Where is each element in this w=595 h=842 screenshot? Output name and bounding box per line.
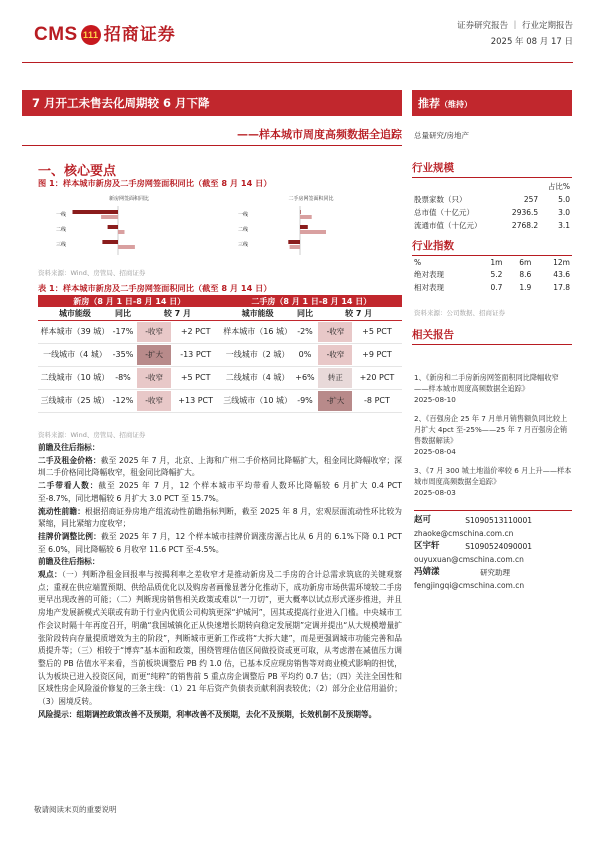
trend-cell — [134, 389, 221, 412]
para-lead: 挂牌价调整比例： — [38, 531, 101, 541]
related-item-date: 2025-08-10 — [414, 395, 456, 404]
report-subtitle: ——样本城市周度高频数据全追踪 — [237, 128, 402, 141]
col-header: 较 7 月 — [134, 307, 221, 320]
bar — [290, 245, 300, 249]
scale-pct: 3.0 — [558, 208, 570, 217]
figure-source: 资料来源：Wind、房管局、招商证券 — [38, 269, 146, 277]
logo-cn: 招商证券 — [103, 25, 176, 44]
table-right-head: 二手房（8 月 1 日-8 月 14 日） — [221, 295, 402, 307]
bar — [300, 225, 308, 229]
report-date: 2025 年 08 月 17 日 — [490, 37, 573, 47]
yoy-value: +6% — [295, 366, 316, 389]
table-row — [38, 320, 402, 343]
scale-row — [414, 219, 572, 232]
scale-label: 股票家数（只） — [414, 195, 467, 204]
yoy-value: -2% — [295, 320, 316, 343]
scale-pct-head: 占比% — [547, 182, 570, 191]
scale-value: 2768.2 — [511, 221, 539, 230]
category-label: 一线 — [55, 212, 66, 218]
analyst-email[interactable]: zhaoke@cmschina.com.cn — [414, 529, 514, 538]
index-head: 6m — [519, 257, 532, 267]
delta-value: +2 PCT — [180, 326, 211, 336]
bar — [118, 245, 135, 249]
figure-caption: 图 1：样本城市新房及二手房网签面积同比（截至 8 月 14 日） — [38, 178, 272, 188]
rating: 推荐 — [418, 97, 440, 110]
city-tier: 三线城市（25 城） — [38, 389, 112, 412]
analyst-email[interactable]: fengjingqi@cmschina.com.cn — [414, 581, 525, 590]
trend-tag: -收窄 — [318, 322, 352, 342]
scale-row — [414, 193, 572, 206]
yoy-value: -12% — [112, 389, 134, 412]
index-value: 1.9 — [519, 283, 532, 292]
category-label: 三线 — [55, 242, 66, 248]
table-row — [38, 389, 402, 412]
table-row — [38, 343, 402, 366]
trend-tag: -扩大 — [137, 345, 171, 365]
logo-badge: 111 — [81, 25, 101, 45]
scale-label: 流通市值（十亿元） — [414, 221, 482, 230]
city-tier: 一线城市（2 城） — [221, 343, 295, 366]
index-head: 1m — [490, 257, 503, 267]
delta-value: +5 PCT — [362, 326, 392, 336]
report-title: 7 月开工未售去化周期较 6 月下降 — [22, 90, 402, 116]
bar — [288, 240, 300, 244]
related-item[interactable] — [414, 413, 572, 457]
bar — [73, 210, 119, 214]
scale-title: 行业规模 — [412, 158, 572, 178]
category-label: 二线 — [237, 227, 248, 233]
index-row — [414, 281, 572, 294]
index-value: 43.6 — [553, 270, 570, 279]
delta-value: +20 PCT — [359, 372, 395, 382]
trend-tag: -收窄 — [318, 345, 352, 365]
index-value: 17.8 — [553, 283, 570, 292]
para-lead: 流动性前瞻： — [38, 506, 86, 516]
rating-bar — [412, 90, 572, 116]
bar — [102, 240, 118, 244]
delta-value: +9 PCT — [362, 349, 392, 359]
body-heading: 前瞻及往后指标： — [38, 557, 100, 567]
analyst-row — [414, 514, 572, 527]
body-text — [38, 442, 402, 721]
report-type: 证券研究报告 ｜ 行业定期报告 — [457, 21, 573, 31]
body-heading: 前瞻及往后指标： — [38, 443, 100, 452]
scale-value: 2936.5 — [511, 208, 539, 217]
related-item-title: 3、《7 月 300 城土地溢价率较 6 月上升——样本城市周度高频数据全追踪》 — [414, 466, 572, 486]
trend-tag: 转正 — [318, 368, 352, 388]
col-header: 较 7 月 — [315, 307, 402, 320]
para-text: 截至 2025 年 7 月，12 个样本城市挂牌价调涨房源占比从 6 月的 6.1%下降 0.1 PCT 至 6.0%，同比降幅较 6 月收窄 11.6 PCT 至-4.5%。 — [38, 531, 402, 554]
trend-tag: -收窄 — [137, 322, 171, 342]
index-title: 行业指数 — [412, 236, 572, 256]
index-row — [414, 268, 572, 281]
index-source: 资料来源：公司数据、招商证券 — [414, 309, 505, 317]
index-head: % — [414, 257, 422, 267]
related-list — [414, 372, 572, 506]
para-lead: 风险提示： — [38, 709, 77, 719]
analyst-name: 区宇轩 — [414, 541, 440, 551]
trend-cell — [315, 320, 402, 343]
city-tier: 二线城市（10 城） — [38, 366, 112, 389]
yoy-value: 0% — [295, 343, 316, 366]
section-heading: 一、核心要点 — [38, 164, 117, 179]
scale-table — [414, 180, 572, 232]
trend-cell — [134, 366, 221, 389]
risk-text: 组期调控政策改善不及预期，利率改善不及预期，去化不及预期，长效机制不及预期等。 — [76, 709, 377, 719]
related-item[interactable] — [414, 465, 572, 498]
related-item-title: 2、《百强房企 25 年 7 月单月销售额负同比较上月扩大 4pct 至-25%——25 年 7 月百强房企销售数据解读》 — [414, 414, 568, 445]
bar — [300, 230, 326, 234]
city-tier: 样本城市（39 城） — [38, 320, 112, 343]
trend-cell — [134, 343, 221, 366]
figure-1-svg — [38, 192, 402, 262]
city-tier: 二线城市（4 城） — [221, 366, 295, 389]
delta-value: -8 PCT — [364, 395, 390, 405]
analyst-name: 冯婧漾 — [414, 567, 440, 577]
category-label: 二线 — [55, 227, 66, 233]
para-text: 截至 2025 年 7 月，北京、上海和广州二手价格同比降幅扩大，租金同比降幅收窄；深圳二手价格同比降幅收窄，租金同比降幅扩大。 — [38, 455, 402, 478]
trend-cell — [315, 389, 402, 412]
analyst-code: S1090513110001 — [465, 516, 532, 525]
trend-tag: -收窄 — [137, 368, 171, 388]
yoy-value: -8% — [112, 366, 134, 389]
trend-cell — [134, 320, 221, 343]
col-header: 同比 — [112, 307, 134, 320]
table-left-head: 新房（8 月 1 日-8 月 14 日） — [38, 295, 221, 307]
trend-cell — [315, 366, 402, 389]
scale-row — [414, 206, 572, 219]
chart-right-title: 二手房网签面积同比 — [288, 196, 334, 202]
index-label: 相对表现 — [414, 283, 444, 292]
analyst-email[interactable]: ouyuxuan@cmschina.com.cn — [414, 555, 524, 564]
chart-left-title: 新房网签面积同比 — [108, 196, 150, 202]
delta-value: -13 PCT — [180, 349, 212, 359]
footer-note: 敬请阅读末页的重要说明 — [34, 805, 117, 814]
trend-tag: -扩大 — [318, 391, 352, 411]
para-lead: 观点： — [38, 570, 63, 580]
category-label: 三线 — [237, 242, 248, 248]
index-label: 绝对表现 — [414, 270, 444, 279]
related-item-title: 1、《新房和二手房新房网签面积同比降幅收窄——样本城市周度高频数据全追踪》 — [414, 373, 559, 393]
related-item-date: 2025-08-03 — [414, 488, 456, 497]
scale-pct: 3.1 — [558, 221, 570, 230]
table-source: 资料来源：Wind、房管局、招商证券 — [38, 431, 146, 439]
city-tier: 三线城市（10 城） — [221, 389, 295, 412]
col-header: 城市能级 — [221, 307, 295, 320]
city-tier: 样本城市（16 城） — [221, 320, 295, 343]
figure-1 — [38, 192, 402, 262]
analyst-name: 赵可 — [414, 515, 432, 525]
related-item[interactable] — [414, 372, 572, 405]
yoy-value: -35% — [112, 343, 134, 366]
scale-value: 257 — [523, 195, 539, 204]
header-divider — [22, 62, 573, 63]
delta-value: +13 PCT — [178, 395, 214, 405]
delta-value: +5 PCT — [180, 372, 211, 382]
index-value: 0.7 — [490, 283, 503, 292]
rating-note: （维持） — [440, 100, 472, 109]
analyst-list — [414, 514, 572, 592]
yoy-value: -9% — [295, 389, 316, 412]
para-text: 根据招商证券房地产组流动性前瞻指标判断，截至 2025 年 8 月，宏观层面流动性环比较为紧缩，同比紧缩力度收窄； — [38, 506, 402, 529]
bar — [300, 210, 301, 214]
para-text: （一）判断净租金回报率与按揭利率之差收窄才是推动新房及二手房的合计总需求筑底的关键观察点；重视在供应端置预期、供给品质优化以及购房者画像显著分化推动下，成功新房市场供需环境较二手房更早出现改善的可能；（二）判断现房销售相关政策或难以“一刀切”，更大概率以试点形式逐步推进，并且房地产发展新模式关联或有助于行业内优质公司构筑更深“护城河”，因其或提高行业进入门槛。中央城市工作会议时隔十年再度召开，明确“我国城镇化正从快速增长期转向稳定发展期”定调并提出“从大规模增量扩张阶段转向存量提质增效为主的阶段”，判断城市更新工作或将“大拆大建”，而是更强调城市功能完善和品质提升等；（三）相较于“博弈”基本面和政策，围绕管理估值区间做投资或更可取，从考虑潜在减值压力调整后的 PB 估值水平来看，当前板块调整后 PB 约 1.0 估，已基本反应现房销售等对商业模式影响的担忧，认为板块已进入投资区间，而更“纯粹”的销售前 5 重点房企调整后 PB 平均约 0.7 估；（四）关注全国性和区域性房企风险溢价修复的三条主线：（1）21 年后资产负债表贡献利润表较优；（2）部分企业信用溢价；（3）困境反转。 — [38, 570, 402, 707]
bar — [118, 230, 125, 234]
related-item-date: 2025-08-04 — [414, 447, 456, 456]
category-label: 一线 — [237, 212, 248, 218]
analyst-row — [414, 540, 572, 553]
company-logo — [34, 20, 176, 46]
col-header: 城市能级 — [38, 307, 112, 320]
related-title: 相关报告 — [412, 325, 572, 345]
bar — [101, 215, 118, 219]
category: 总量研究/房地产 — [414, 131, 470, 140]
table-caption: 表 1：样本城市新房及二手房网签面积同比（截至 8 月 14 日） — [38, 283, 272, 293]
city-tier: 一线城市（4 城） — [38, 343, 112, 366]
bar — [108, 225, 118, 229]
header-meta — [457, 18, 573, 50]
analyst-row — [414, 566, 572, 579]
index-head: 12m — [553, 257, 570, 267]
analyst-code: 研究助理 — [480, 568, 510, 577]
para-lead: 二手带看人数： — [38, 481, 99, 491]
trend-cell — [315, 343, 402, 366]
yoy-value: -17% — [112, 320, 134, 343]
table-row — [38, 366, 402, 389]
index-table — [414, 256, 572, 294]
col-header: 同比 — [295, 307, 316, 320]
analyst-divider — [414, 510, 572, 511]
trend-tag: -收窄 — [137, 391, 171, 411]
logo-en: CMS — [34, 24, 78, 45]
para-text: 截至 2025 年 7 月，12 个样本城市平均带看人数环比降幅较 6 月扩大 0.4 PCT 至-8.7%，同比增幅较 6 月扩大 3.0 PCT 至 15.7%。 — [38, 481, 402, 503]
scale-label: 总市值（十亿元） — [414, 208, 474, 217]
index-value: 8.6 — [519, 270, 532, 279]
para-lead: 二手及租金价格： — [38, 455, 101, 465]
index-value: 5.2 — [490, 270, 503, 279]
analyst-code: S1090524090001 — [465, 542, 532, 551]
title-divider — [22, 145, 402, 146]
data-table — [38, 295, 402, 413]
scale-pct: 5.0 — [558, 195, 570, 204]
bar — [300, 215, 312, 219]
